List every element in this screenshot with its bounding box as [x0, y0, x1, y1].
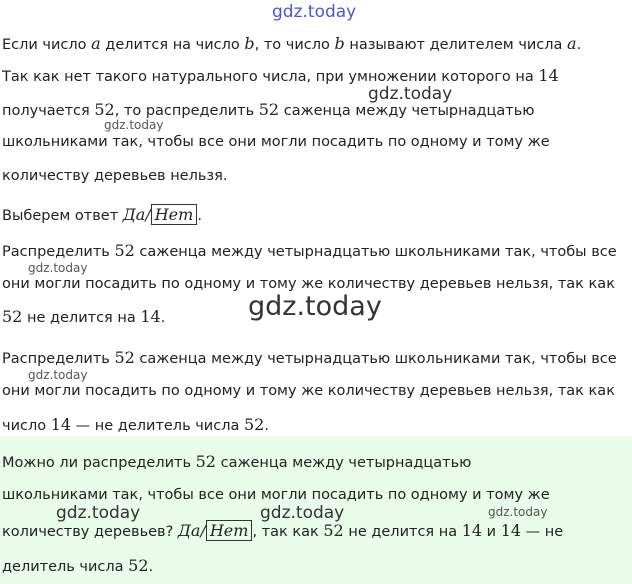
choice-line: [2, 205, 202, 224]
var-a: a: [91, 34, 101, 53]
text: Так как нет такого натурального числа, при умножении которого на: [2, 69, 539, 85]
number: 52: [94, 100, 115, 119]
option-no-selected: Нет: [151, 204, 198, 225]
text: , то распределить: [114, 103, 259, 119]
watermark-large: gdz.today: [248, 291, 382, 322]
number: 52: [2, 307, 23, 326]
text: , так как: [252, 524, 324, 540]
answer-line-4: [2, 556, 153, 575]
conclusion-a-line-3: [2, 307, 165, 326]
text: .: [197, 208, 202, 224]
slash: /: [200, 521, 206, 540]
var-a: a: [567, 34, 577, 53]
text: , то число: [254, 37, 335, 53]
number: 14: [500, 521, 522, 540]
text: и: [482, 524, 501, 540]
slash: /: [145, 205, 151, 224]
text: саженца между четырнадцатью школьниками так, чтобы все: [134, 244, 617, 260]
reason-line-4: количеству деревьев нельзя.: [2, 168, 228, 184]
text: делится на число: [100, 37, 245, 53]
text: не делится на: [22, 310, 141, 326]
number: 52: [323, 521, 344, 540]
number: 14: [538, 66, 559, 85]
watermark: gdz.today: [28, 261, 88, 275]
text: получается: [2, 103, 95, 119]
answer-line-3: [2, 521, 563, 540]
option-yes: Да: [177, 521, 201, 540]
option-no-selected: Нет: [206, 520, 253, 541]
number: 14: [461, 521, 483, 540]
number: 52: [258, 100, 280, 119]
text: .: [160, 310, 166, 326]
text: .: [264, 418, 269, 434]
text: — не: [521, 524, 564, 540]
text: Можно ли распределить: [2, 455, 196, 471]
watermark: gdz.today: [56, 503, 141, 523]
text: — не делитель числа: [71, 418, 244, 434]
text: не делится на: [343, 524, 462, 540]
text: саженца между четырнадцатью: [215, 455, 472, 471]
text: саженца между четырнадцатью: [279, 103, 535, 119]
conclusion-b-line-2: они могли посадить по одному и тому же количеству деревьев нельзя, так как: [2, 383, 615, 399]
reason-line-1: [2, 66, 559, 85]
answer-line-2: школьниками так, чтобы все они могли посадить по одному и тому же: [2, 487, 550, 503]
answer-line-1: [2, 452, 471, 471]
text: количеству деревьев?: [2, 524, 178, 540]
var-b: b: [244, 34, 255, 53]
number: 52: [243, 415, 265, 434]
number: 52: [195, 452, 216, 471]
conclusion-b-line-1: [2, 348, 617, 367]
text: называют делителем числа: [344, 37, 568, 53]
text: Если число: [2, 37, 92, 53]
watermark: gdz.today: [368, 84, 453, 104]
number: 52: [114, 241, 135, 260]
number: 14: [50, 415, 72, 434]
text: .: [576, 37, 582, 53]
number: 52: [128, 556, 149, 575]
text: Выберем ответ: [2, 208, 123, 224]
text: саженца между четырнадцатью школьниками так, чтобы все: [134, 351, 617, 367]
option-yes: Да: [122, 205, 146, 224]
text: число: [2, 418, 51, 434]
watermark: gdz.today: [260, 503, 345, 523]
number: 52: [114, 348, 135, 367]
watermark: gdz.today: [488, 505, 548, 519]
number: 14: [140, 307, 161, 326]
reason-line-2: [2, 100, 534, 119]
watermark: gdz.today: [104, 118, 164, 132]
watermark-top: gdz.today: [272, 2, 357, 22]
reason-line-3: школьниками так, чтобы все они могли посадить по одному и тому же: [2, 134, 550, 150]
var-b: b: [334, 34, 345, 53]
conclusion-a-line-2: они могли посадить по одному и тому же количеству деревьев нельзя, так как: [2, 276, 615, 292]
text: Распределить: [2, 244, 115, 260]
text: .: [148, 559, 154, 575]
conclusion-a-line-1: [2, 241, 617, 260]
definition-line: [2, 34, 581, 53]
text: делитель числа: [2, 559, 129, 575]
watermark: gdz.today: [28, 368, 88, 382]
text: Распределить: [2, 351, 115, 367]
conclusion-b-line-3: [2, 415, 269, 434]
